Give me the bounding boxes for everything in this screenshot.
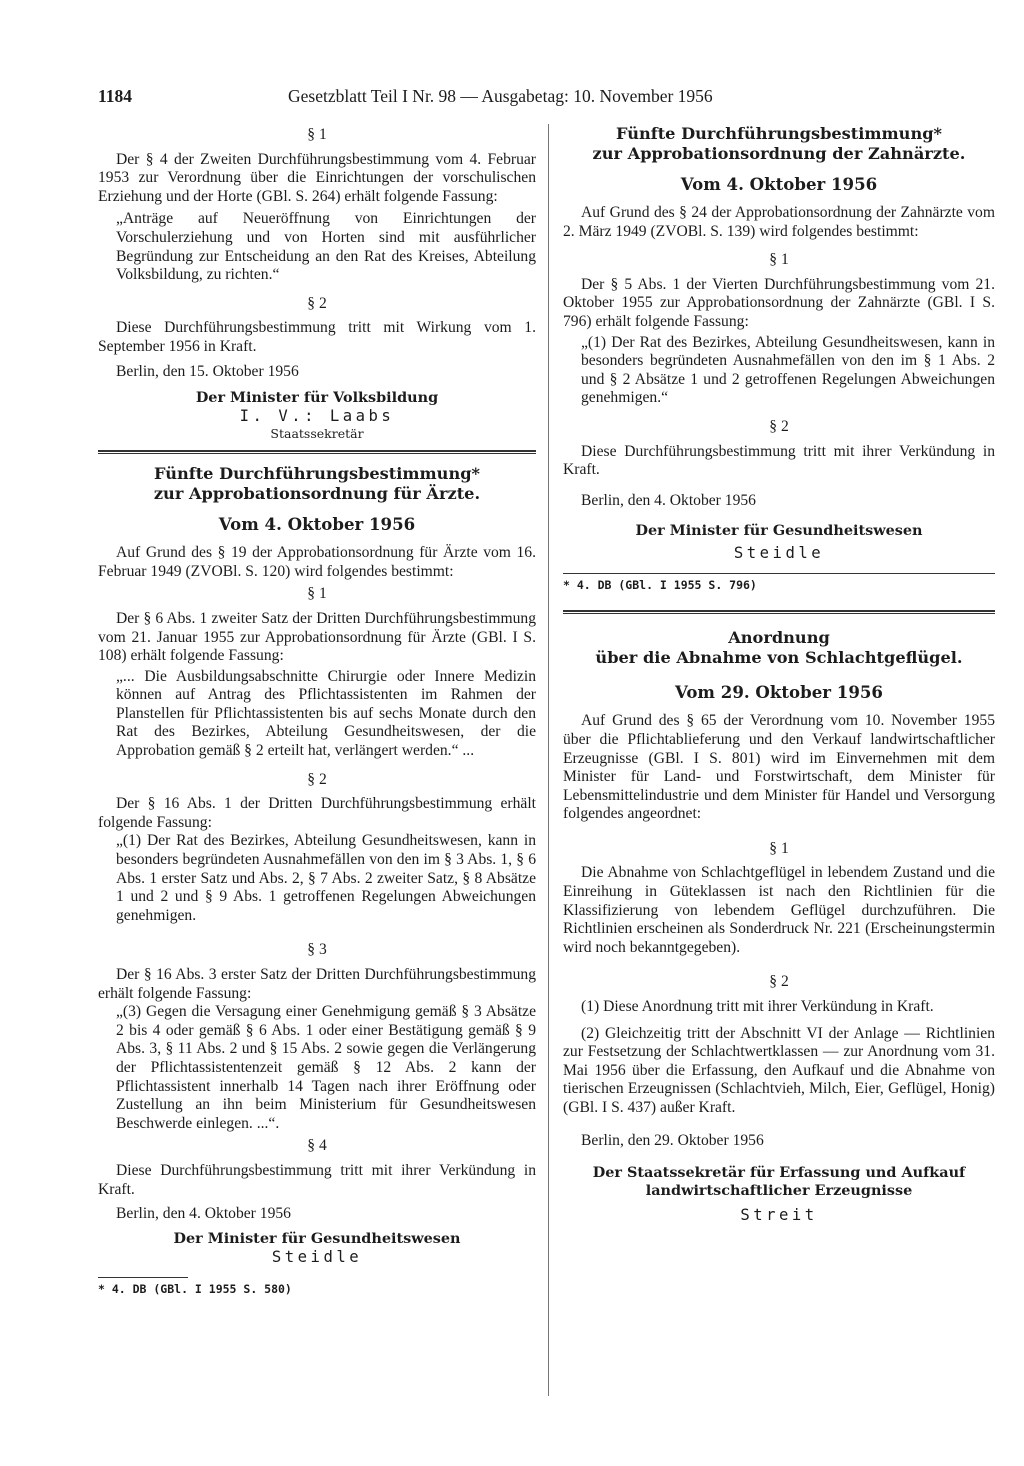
left-column: [98, 124, 536, 1296]
document-subtitle: zur Approbationsordnung für Ärzte.: [153, 484, 481, 504]
paragraph: Diese Durchführungsbestimmung tritt mit ihrer Verkündung in Kraft.: [98, 1161, 536, 1198]
column-divider: [548, 124, 549, 1396]
signature-name: I. V.: Laabs: [239, 407, 395, 426]
section-divider: [563, 610, 995, 614]
section-heading: § 3: [307, 941, 327, 959]
document-date: Vom 4. Oktober 1956: [218, 514, 416, 535]
section-heading: § 1: [769, 839, 789, 857]
place-date: Berlin, den 4. Oktober 1956: [581, 491, 756, 509]
footnote: * 4. DB (GBl. I 1955 S. 796): [563, 578, 757, 593]
document-date: Vom 29. Oktober 1956: [675, 682, 883, 703]
page-header: [98, 86, 798, 112]
section-heading: § 2: [769, 973, 789, 991]
signature-title: Der Minister für Gesundheitswesen: [173, 1229, 461, 1247]
section-divider: [98, 450, 536, 454]
quoted-text: „(1) Der Rat des Bezirkes, Abteilung Gesundheitswesen, kann in besonders begründeten Ausnahmefällen von den im § 3 Abs. 1, § 6 Abs. 1 erster Satz und Abs. 2, § 7 Abs. 2 zweiter Satz, § 8 Absätze 1 und 2 und § 9 Abs. 1 getroffenen Regelungen Abweichungen genehmigen.: [116, 832, 536, 924]
place-date: Berlin, den 15. Oktober 1956: [116, 362, 299, 380]
document-title: Anordnung: [728, 628, 830, 648]
footnote-rule: [563, 573, 995, 574]
quoted-text: „... Die Ausbildungsabschnitte Chirurgie oder Innere Medizin können auf Antrag des Pflichtassistenten im Rahmen der Planstellen für Pflichtassistenten bis auf sechs Monate durch den Rat des Bezirkes, Abteilung Gesundheitswesen, der die Approbation gemäß § 2 erteilt hat, verlängert werden.“ ...: [116, 667, 536, 760]
paragraph: Diese Durchführungsbestimmung tritt mit Wirkung vom 1. September 1956 in Kraft.: [98, 319, 536, 355]
page-number: 1184: [98, 86, 133, 106]
signature-title-line-2: landwirtschaftlicher Erzeugnisse: [645, 1182, 913, 1200]
footnote-rule: [98, 1277, 188, 1278]
paragraph: Diese Durchführungsbestimmung tritt mit ihrer Verkündung in Kraft.: [563, 442, 995, 479]
signature-role: Staatssekretär: [270, 426, 364, 442]
paragraph: Der § 5 Abs. 1 der Vierten Durchführungsbestimmung vom 21. Oktober 1955 zur Approbationsordnung der Zahnärzte (GBl. I S. 796) erhält folgende Fassung:: [563, 275, 995, 330]
paragraph: Auf Grund des § 65 der Verordnung vom 10. November 1955 über die Pflichtablieferung und den Verkauf landwirtschaftlicher Erzeugnisse (GBl. I S. 801) wird im Einvernehmen mit dem Minister für Land- und Forstwirtschaft, dem Minister für Lebensmittelindustrie und dem Minister für Handel und Versorgung folgendes angeordnet:: [563, 712, 995, 823]
paragraph: Der § 4 der Zweiten Durchführungsbestimmung vom 4. Februar 1953 zur Verordnung über die Einrichtungen der vorschulischen Erziehung und der Horte (GBl. S. 264) erhält folgende Fassung:: [98, 150, 536, 205]
document-title: Fünfte Durchführungsbestimmung*: [153, 464, 481, 484]
section-heading: § 2: [307, 294, 327, 312]
signature-name: Steidle: [733, 544, 825, 563]
signature-title: Der Minister für Gesundheitswesen: [635, 522, 923, 540]
paragraph: (1) Diese Anordnung tritt mit ihrer Verkündung in Kraft.: [581, 998, 934, 1016]
place-date: Berlin, den 29. Oktober 1956: [581, 1131, 764, 1149]
gazette-title: Gesetzblatt Teil I Nr. 98 — Ausgabetag: 10. November 1956: [288, 86, 713, 106]
paragraph: Die Abnahme von Schlachtgeflügel in lebendem Zustand und die Einreihung in Güteklassen ist nach den Richtlinien für die Klassifizierung von lebendem Geflügel durchzuführen. Die Richtlinien erscheinen als Sonderdruck Nr. 221 (Erscheinungstermin wird noch bekanntgegeben).: [563, 864, 995, 956]
quoted-text: „(3) Gegen die Versagung einer Genehmigung gemäß § 3 Absätze 2 bis 4 oder gemäß § 6 Abs. 1 oder einer Bestätigung gemäß § 9 Abs. 3, § 11 Abs. 2 und § 15 Abs. 2 sowie gegen die Verlängerung der Pflichtassistentenzeit gemäß § 12 Abs. 2 kann der Pflichtassistent innerhalb 14 Tagen nach ihrer Eröffnung oder Zustellung an ihn beim Ministerium für Gesundheitswesen Beschwerde einlegen. ...“.: [116, 1003, 536, 1132]
paragraph: Der § 16 Abs. 3 erster Satz der Dritten Durchführungsbestimmung erhält folgende Fassung:: [98, 966, 536, 1002]
footnote: * 4. DB (GBl. I 1955 S. 580): [98, 1281, 292, 1296]
signature-name: Steidle: [271, 1247, 363, 1266]
document-subtitle: zur Approbationsordnung der Zahnärzte.: [592, 144, 966, 163]
document-date: Vom 4. Oktober 1956: [680, 174, 878, 194]
paragraph: Auf Grund des § 19 der Approbationsordnung für Ärzte vom 16. Februar 1949 (ZVOBl. S. 120) wird folgendes bestimmt:: [98, 544, 536, 580]
section-heading: § 1: [307, 585, 327, 603]
paragraph: Auf Grund des § 24 der Approbationsordnung der Zahnärzte vom 2. März 1949 (ZVOBl. S. 139) wird folgendes bestimmt:: [563, 204, 995, 240]
section-heading: § 4: [307, 1137, 327, 1155]
section-heading: § 2: [769, 417, 789, 435]
signature-title: Der Staatssekretär für Erfassung und Aufkauf: [592, 1164, 966, 1182]
place-date: Berlin, den 4. Oktober 1956: [116, 1205, 291, 1223]
signature-title: Der Minister für Volksbildung: [195, 389, 439, 407]
right-column: [563, 124, 995, 1225]
section-heading: § 1: [769, 251, 789, 269]
signature-name: Streit: [740, 1206, 818, 1225]
quoted-text: „(1) Der Rat des Bezirkes, Abteilung Gesundheitswesen, kann in besonders begründeten Ausnahmefällen von den im § 1 Abs. 2 und § 2 Absätze 1 und 2 getroffenen Regelungen Abweichungen genehmigen.“: [581, 333, 995, 407]
document-title: Fünfte Durchführungsbestimmung*: [615, 124, 943, 143]
section-heading: § 2: [307, 770, 327, 788]
paragraph: Der § 16 Abs. 1 der Dritten Durchführungsbestimmung erhält folgende Fassung:: [98, 795, 536, 831]
quoted-text: „Anträge auf Neueröffnung von Einrichtungen der Vorschulerziehung und von Horten sind mit ausführlicher Begründung zur Entscheidung an den Rat des Kreises, Abteilung Volksbildung, zu richten.“: [116, 210, 536, 284]
paragraph: Der § 6 Abs. 1 zweiter Satz der Dritten Durchführungsbestimmung vom 21. Januar 1955 zur Approbationsordnung für Ärzte (GBl. I S. 108) erhält folgende Fassung:: [98, 609, 536, 665]
paragraph: (2) Gleichzeitig tritt der Abschnitt VI der Anlage — Richtlinien zur Festsetzung der Schlachtwertklassen — zur Anordnung vom 31. Mai 1956 über die Erfassung, den Aufkauf und die Abnahme von tierischen Erzeugnissen (Schlachtvieh, Milch, Eier, Geflügel, Honig) (GBl. I S. 437) außer Kraft.: [563, 1024, 995, 1116]
section-heading: § 1: [307, 126, 327, 143]
document-subtitle: über die Abnahme von Schlachtgeflügel.: [595, 648, 963, 668]
